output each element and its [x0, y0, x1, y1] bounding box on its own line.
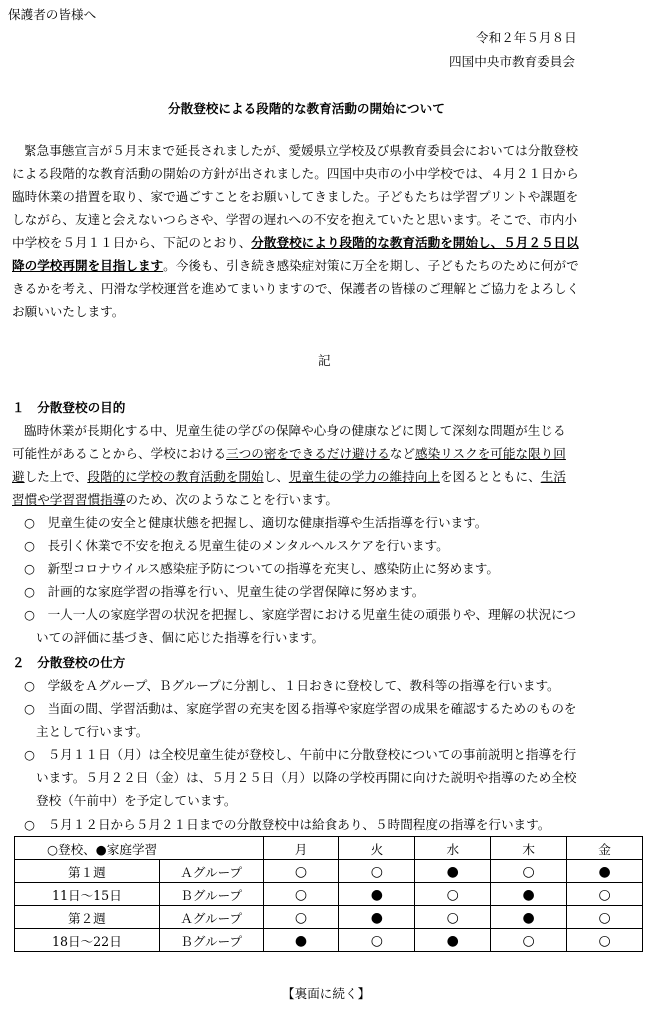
- table-row: [15, 906, 643, 929]
- list-item: ○ ５月１２日から５月２１日までの分散登校中は給食あり、５時間程度の指導を行います。: [24, 817, 551, 832]
- attendance-mark: ○: [598, 932, 611, 949]
- table-row: [15, 929, 643, 952]
- list-item: ○ 計画的な家庭学習の指導を行い、児童生徒の学習保障に努めます。: [24, 584, 425, 599]
- attendance-mark: ○: [294, 886, 308, 903]
- intro-line: きるかを考え、円滑な学校運営を進めてまいりますので、保護者の皆様のご理解とご協力をよろしく: [12, 281, 580, 296]
- list-item: ○ 当面の間、学習活動は、家庭学習の充実を図る指導や家庭学習の成果を確認するためのものを: [24, 701, 577, 716]
- group-label: Ｂグループ: [159, 929, 263, 952]
- table-row: [15, 883, 643, 906]
- day-header: 水: [415, 837, 491, 860]
- recipient: 保護者の皆様へ: [8, 7, 97, 22]
- attendance-mark: ○: [598, 909, 611, 926]
- attendance-mark: ○: [294, 909, 308, 926]
- day-header: 火: [339, 837, 415, 860]
- ki-heading: 記: [318, 353, 331, 368]
- week-label: 第２週: [15, 906, 160, 929]
- section1-line: 可能性があることから、学校における三つの密をできるだけ避けるなど感染リスクを可能な限り回: [12, 446, 566, 461]
- group-label: Ａグループ: [159, 860, 263, 883]
- list-item: ○ 一人一人の家庭学習の状況を把握し、家庭学習における児童生徒の頑張りや、理解の状況につ: [24, 607, 577, 622]
- section1-line: 習慣や学習習慣指導のため、次のようなことを行います。: [12, 492, 338, 507]
- attendance-mark: ○: [370, 863, 384, 880]
- attendance-mark: ●: [522, 909, 535, 926]
- week-label: 第１週: [15, 860, 160, 883]
- attendance-mark: ●: [522, 886, 535, 903]
- list-item: ○ ５月１１日（月）は全校児童生徒が登校し、午前中に分散登校についての事前説明と指導を行: [24, 747, 577, 762]
- emphasis-text: 降の学校再開を目指します: [12, 258, 164, 273]
- group-label: Ｂグループ: [159, 883, 263, 906]
- attendance-mark: ●: [446, 863, 459, 880]
- table-header-row: [15, 837, 643, 860]
- attendance-mark: ○: [370, 932, 384, 949]
- document-title: 分散登校による段階的な教育活動の開始について: [168, 101, 445, 116]
- issuer: 四国中央市教育委員会: [449, 54, 575, 69]
- week-range: 11日～15日: [15, 883, 160, 906]
- table-row: [15, 860, 643, 883]
- list-item: いての評価に基づき、個に応じた指導を行います。: [36, 630, 325, 645]
- intro-line: 中学校を５月１１日から、下記のとおり、分散登校により段階的な教育活動を開始し、５月２５日以: [12, 235, 579, 250]
- list-item: ○ 児童生徒の安全と健康状態を把握し、適切な健康指導や生活指導を行います。: [24, 515, 488, 530]
- section1-line: 臨時休業が長期化する中、児童生徒の学びの保障や心身の健康などに関して深刻な問題が生じる: [24, 423, 566, 438]
- list-item: 登校（午前中）を予定しています。: [36, 793, 237, 808]
- section1-heading: １ 分散登校の目的: [12, 400, 126, 415]
- group-label: Ａグループ: [159, 906, 263, 929]
- schedule-legend: ○登校、●家庭学習: [15, 837, 264, 860]
- intro-line: 降の学校再開を目指します。今後も、引き続き感染症対策に万全を期し、子どもたちのために何がで: [12, 258, 579, 273]
- section2-heading: ２ 分散登校の仕方: [12, 655, 126, 670]
- attendance-mark: ●: [370, 886, 384, 903]
- intro-line: による段階的な教育活動の開始の方針が出されました。四国中央市の小中学校では、４月２１日から: [12, 166, 579, 181]
- attendance-mark: ●: [598, 863, 611, 880]
- day-header: 木: [491, 837, 567, 860]
- attendance-mark: ○: [446, 909, 459, 926]
- day-header: 月: [263, 837, 339, 860]
- attendance-mark: ○: [446, 886, 459, 903]
- list-item: います。５月２２日（金）は、５月２５日（月）以降の学校再開に向けた説明や指導のため全校: [36, 770, 577, 785]
- list-item: ○ 新型コロナウイルス感染症予防についての指導を充実し、感染防止に努めます。: [24, 561, 499, 576]
- list-item: ○ 長引く休業で不安を抱える児童生徒のメンタルヘルスケアを行います。: [24, 538, 449, 553]
- intro-line: 臨時休業の措置を取り、家で過ごすことをお願いしてきました。子どもたちは学習プリントや課題を: [12, 189, 579, 204]
- list-item: 主として行います。: [36, 724, 149, 739]
- attendance-mark: ○: [522, 863, 535, 880]
- attendance-mark: ●: [294, 932, 308, 949]
- intro-line: しながら、友達と会えないつらさや、学習の遅れへの不安を抱えていたと思います。そこで、市内小: [12, 212, 577, 227]
- attendance-mark: ○: [598, 886, 611, 903]
- section1-line: 避した上で、段階的に学校の教育活動を開始し、児童生徒の学力の維持向上を図るとともに、生活: [12, 469, 566, 484]
- attendance-mark: ○: [294, 863, 308, 880]
- attendance-mark: ●: [370, 909, 384, 926]
- week-range: 18日～22日: [15, 929, 160, 952]
- attendance-mark: ●: [446, 932, 459, 949]
- intro-line: お願いいたします。: [12, 304, 125, 319]
- day-header: 金: [567, 837, 643, 860]
- intro-line: 緊急事態宣言が５月末まで延長されましたが、愛媛県立学校及び県教育委員会においては分散登校: [24, 143, 579, 158]
- schedule-table: [14, 836, 643, 952]
- emphasis-text: 分散登校により段階的な教育活動を開始し、５月２５日以: [251, 235, 579, 250]
- continued-note: 【裏面に続く】: [282, 986, 371, 1001]
- issue-date: 令和２年５月８日: [476, 30, 577, 45]
- list-item: ○ 学級をＡグループ、Ｂグループに分割し、１日おきに登校して、教科等の指導を行います。: [24, 678, 560, 693]
- attendance-mark: ○: [522, 932, 535, 949]
